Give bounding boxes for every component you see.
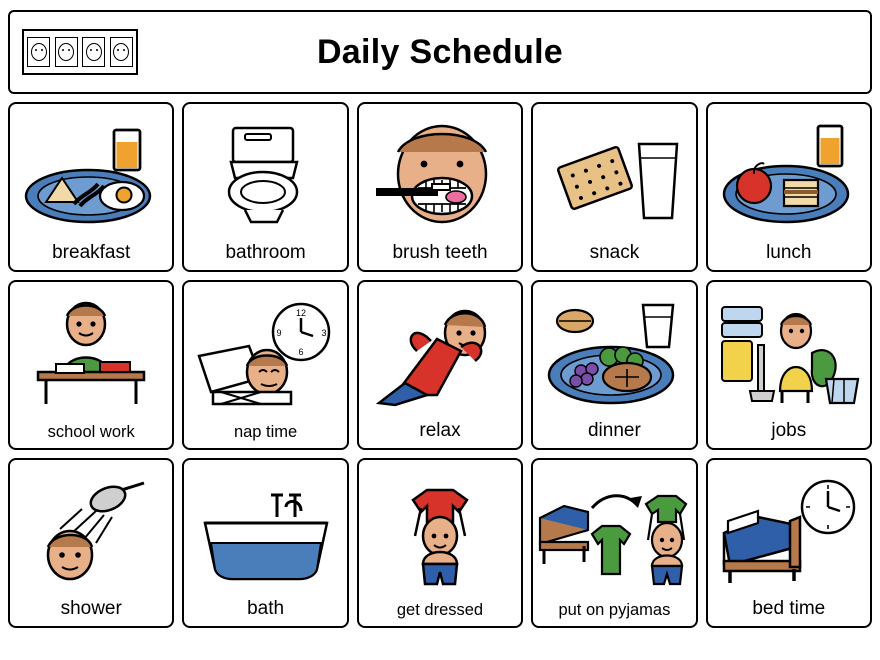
dinner-plate-icon <box>533 282 695 421</box>
card-label: shower <box>60 598 122 619</box>
svg-text:6: 6 <box>298 346 304 357</box>
mini-face-icon <box>55 37 78 67</box>
schedule-card-breakfast[interactable] <box>8 102 174 272</box>
schedule-card-brush-teeth[interactable] <box>357 102 523 272</box>
card-label: brush teeth <box>392 242 488 263</box>
schedule-card-jobs[interactable] <box>706 280 872 450</box>
mini-face-icon <box>27 37 50 67</box>
lying-person-icon <box>359 282 521 421</box>
toilet-icon <box>184 104 346 243</box>
card-label: put on pyjamas <box>558 600 671 619</box>
schedule-card-relax[interactable] <box>357 280 523 450</box>
bed-clock-icon <box>708 460 870 599</box>
schedule-card-lunch[interactable] <box>706 102 872 272</box>
card-label: jobs <box>771 420 807 441</box>
card-label: bed time <box>752 598 826 619</box>
svg-text:3: 3 <box>321 327 327 338</box>
schedule-card-bath[interactable] <box>182 458 348 628</box>
chores-icon <box>708 282 870 421</box>
schedule-card-bathroom[interactable] <box>182 102 348 272</box>
desk-student-icon <box>10 282 172 424</box>
bathtub-icon <box>184 460 346 599</box>
schedule-card-dinner[interactable] <box>531 280 697 450</box>
mini-face-icon <box>82 37 105 67</box>
schedule-strip-icon <box>22 29 138 75</box>
breakfast-plate-icon <box>10 104 172 243</box>
card-label: nap time <box>233 422 298 441</box>
card-label: breakfast <box>52 242 131 263</box>
schedule-card-bed-time[interactable] <box>706 458 872 628</box>
mini-face-icon <box>110 37 133 67</box>
card-label: snack <box>589 242 640 263</box>
cracker-milk-icon <box>533 104 695 243</box>
shower-head-icon <box>10 460 172 599</box>
schedule-grid <box>8 102 872 654</box>
card-label: school work <box>47 422 135 441</box>
pyjamas-icon <box>533 460 695 602</box>
toothbrush-face-icon <box>359 104 521 243</box>
card-label: bathroom <box>225 242 306 263</box>
schedule-card-nap-time[interactable] <box>182 280 348 450</box>
card-label: relax <box>419 420 461 441</box>
schedule-card-put-on-pyjamas[interactable] <box>531 458 697 628</box>
card-label: get dressed <box>396 600 484 619</box>
schedule-card-school-work[interactable] <box>8 280 174 450</box>
card-label: dinner <box>587 420 641 441</box>
card-label: bath <box>247 598 285 619</box>
board-header <box>8 10 872 94</box>
schedule-card-get-dressed[interactable] <box>357 458 523 628</box>
schedule-card-snack[interactable] <box>531 102 697 272</box>
pillow-clock-icon <box>184 282 346 424</box>
card-label: lunch <box>766 242 812 263</box>
page-title: Daily Schedule <box>316 32 564 71</box>
lunch-plate-icon <box>708 104 870 243</box>
svg-text:9: 9 <box>276 327 282 338</box>
schedule-card-shower[interactable] <box>8 458 174 628</box>
dressing-person-icon <box>359 460 521 602</box>
svg-text:12: 12 <box>295 307 306 318</box>
